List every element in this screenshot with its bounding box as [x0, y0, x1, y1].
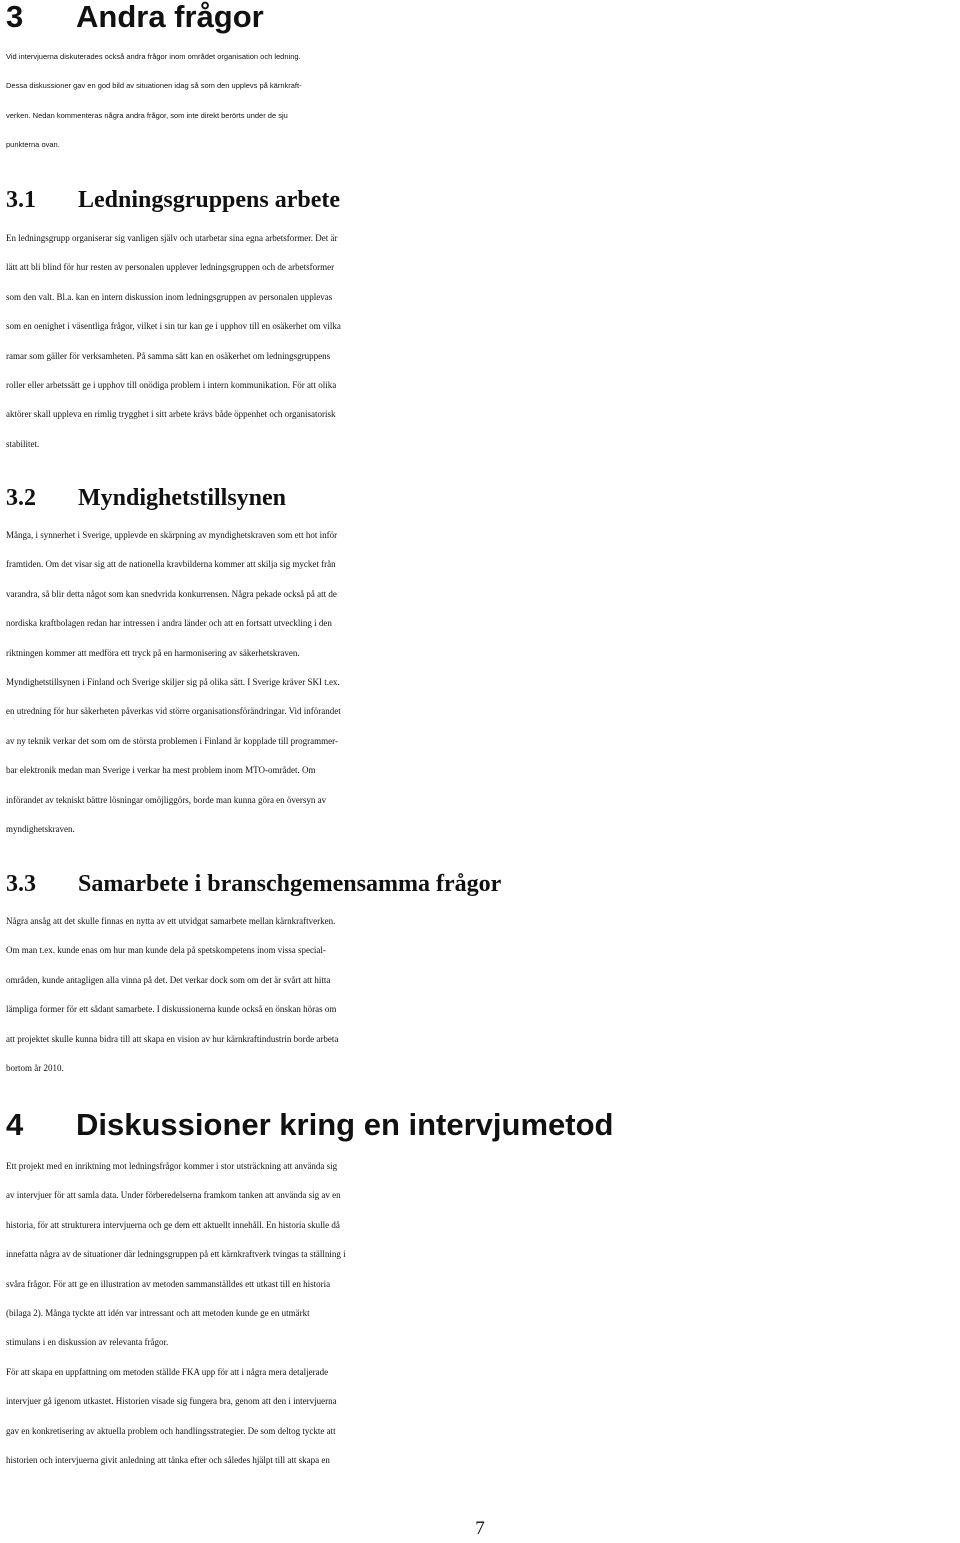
- text-line: innefatta några av de situationer där ledningsgruppen på ett kärnkraftverk tvingas ta ställning i: [6, 1249, 346, 1260]
- text-line: verken. Nedan kommenteras några andra frågor, som inte direkt berörts under de sju: [6, 110, 288, 120]
- section-3-heading: [6, 0, 264, 34]
- text-line: myndighetskraven.: [6, 824, 75, 835]
- section-4-body: [6, 1152, 958, 1475]
- page-number: 7: [475, 1518, 485, 1539]
- section-3-1-title: Ledningsgruppens arbete: [78, 187, 341, 213]
- text-line: en utredning för hur säkerheten påverkas vid större organisationsförändringar. Vid införandet: [6, 706, 341, 717]
- text-line: ramar som gäller för verksamheten. På samma sätt kan en osäkerhet om ledningsgruppens: [6, 350, 331, 361]
- text-line: gav en konkretisering av aktuella problem och handlingsstrategier. De som deltog tyckte att: [6, 1425, 336, 1436]
- text-line: Ett projekt med en inriktning mot ledningsfrågor kommer i stor utsträckning att använda sig: [6, 1161, 338, 1171]
- text-line: Om man t.ex. kunde enas om hur man kunde dela på spetskompetens inom vissa special-: [6, 945, 326, 956]
- text-line: (bilaga 2). Många tyckte att idén var intressant och att metoden kunde ge en utmärkt: [6, 1308, 310, 1319]
- text-line: Myndighetstillsynen i Finland och Sverige skiljer sig på olika sätt. I Sverige kräver SKI t.ex.: [6, 677, 340, 688]
- section-3-3-number: 3.3: [6, 871, 36, 897]
- text-line: intervjuer gå igenom utkastet. Historien visade sig fungera bra, genom att den i intervjuerna: [6, 1396, 337, 1407]
- section-3-3-body: [6, 907, 958, 1083]
- section-3-3-title: Samarbete i branschgemensamma frågor: [78, 871, 502, 897]
- text-line: roller eller arbetssätt ge i upphov till onödiga problem i intern kommunikation. För att olika: [6, 380, 337, 391]
- text-line: Några ansåg att det skulle finnas en nytta av ett utvidgat samarbete mellan kärnkraftverken.: [6, 916, 336, 926]
- text-line: Dessa diskussioner gav en god bild av situationen idag så som den upplevs på kärnkraft-: [6, 81, 302, 91]
- text-line: aktörer skall uppleva en rimlig trygghet i sitt arbete krävs både öppenhet och organisatorisk: [6, 409, 336, 420]
- text-line: punkterna ovan.: [6, 140, 60, 150]
- text-line: av intervjuer för att samla data. Under förberedelserna framkom tanken att använda sig av en: [6, 1190, 341, 1201]
- section-3-1-heading: [6, 186, 340, 214]
- section-3-2-number: 3.2: [6, 485, 36, 511]
- text-line: historien och intervjuerna givit anledning att tänka efter och således hjälpt till att skapa en: [6, 1455, 330, 1466]
- section-3-2-heading: [6, 484, 286, 512]
- section-4-heading: [6, 1108, 613, 1142]
- section-3-intro: [6, 42, 958, 160]
- text-line: införandet av tekniskt bättre lösningar omöjliggörs, borde man kunna göra en översyn av: [6, 794, 327, 805]
- text-line: lätt att bli blind för hur resten av personalen upplever ledningsgruppen och de arbetsformer: [6, 262, 335, 273]
- section-3-3-heading: [6, 870, 501, 898]
- section-3-2-body: [6, 521, 958, 844]
- text-line: nordiska kraftbolagen redan har intressen i andra länder och att en fortsatt utveckling i den: [6, 618, 332, 629]
- section-3-1-body: [6, 224, 958, 459]
- section-3-number: 3: [6, 0, 24, 34]
- text-line: riktningen kommer att medföra ett tryck på en harmonisering av säkerhetskraven.: [6, 647, 300, 658]
- text-line: stabilitet.: [6, 438, 40, 449]
- text-line: framtiden. Om det visar sig att de nationella kravbilderna kommer att skilja sig mycket från: [6, 559, 336, 570]
- text-line: bortom år 2010.: [6, 1063, 64, 1074]
- text-line: områden, kunde antagligen alla vinna på det. Det verkar dock som om det är svårt att hitta: [6, 974, 331, 985]
- text-line: historia, för att strukturera intervjuerna och ge dem ett aktuellt innehåll. En historia skulle då: [6, 1219, 340, 1230]
- text-line: För att skapa en uppfattning om metoden ställde FKA upp för att i några mera detaljerade: [6, 1366, 329, 1377]
- text-line: av ny teknik verkar det som om de största problemen i Finland är kopplade till programmer-: [6, 735, 338, 746]
- section-3-2-title: Myndighetstillsynen: [78, 485, 287, 511]
- text-line: som en oenighet i väsentliga frågor, vilket i sin tur kan ge i upphov till en osäkerhet om vilka: [6, 321, 341, 332]
- text-line: som den valt. Bl.a. kan en intern diskussion inom ledningsgruppen av personalen upplevas: [6, 291, 333, 302]
- text-line: Vid intervjuerna diskuterades också andra frågor inom området organisation och ledning.: [6, 52, 301, 61]
- text-line: lämpliga former för ett sådant samarbete. I diskussionerna kunde också en önskan höras om: [6, 1004, 337, 1015]
- text-line: varandra, så blir detta något som kan snedvrida konkurrensen. Några pekade också på att de: [6, 588, 337, 599]
- text-line: Många, i synnerhet i Sverige, upplevde en skärpning av myndighetskraven som ett hot inför: [6, 530, 338, 540]
- section-3-1-number: 3.1: [6, 187, 36, 213]
- text-line: att projektet skulle kunna bidra till att skapa en vision av hur kärnkraftindustrin borde arbeta: [6, 1033, 339, 1044]
- section-3-title: Andra frågor: [76, 0, 264, 34]
- section-4-number: 4: [6, 1107, 24, 1142]
- text-line: bar elektronik medan man Sverige i verkar ha mest problem inom MTO-området. Om: [6, 765, 316, 776]
- text-line: svåra frågor. För att ge en illustration av metoden sammanställdes ett utkast till en historia: [6, 1278, 331, 1289]
- section-4-title: Diskussioner kring en intervjumetod: [76, 1107, 614, 1142]
- text-line: En ledningsgrupp organiserar sig vanligen själv och utarbetar sina egna arbetsformer. Det är: [6, 233, 338, 243]
- text-line: stimulans i en diskussion av relevanta frågor.: [6, 1337, 169, 1348]
